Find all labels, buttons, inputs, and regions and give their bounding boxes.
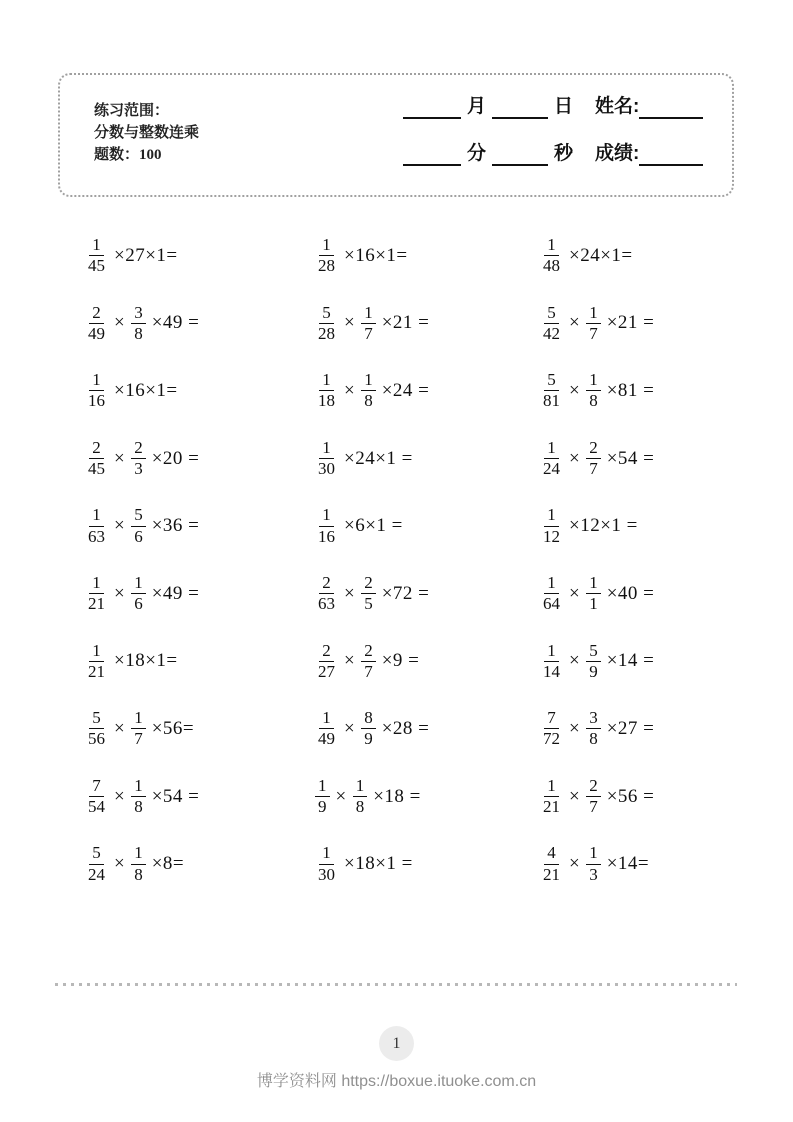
- fraction-denominator: 24: [88, 864, 105, 884]
- fraction-denominator: 30: [318, 459, 335, 479]
- fraction-denominator: 42: [543, 323, 560, 343]
- operation-text: ×81 =: [606, 379, 655, 401]
- fraction: [586, 709, 601, 749]
- fraction-numerator: 1: [89, 642, 104, 662]
- fraction: [361, 709, 376, 749]
- fraction: [315, 777, 330, 817]
- math-problem: [540, 844, 745, 884]
- math-problem: [85, 844, 315, 884]
- fraction: [315, 642, 338, 682]
- operation-text: ×27×1=: [114, 244, 178, 266]
- math-problem: [315, 304, 540, 344]
- operation-text: ×18 =: [373, 785, 421, 807]
- fraction: [540, 304, 563, 344]
- fraction-denominator: 8: [589, 391, 598, 411]
- fraction-numerator: 7: [89, 777, 104, 797]
- fraction-denominator: 63: [318, 594, 335, 614]
- page-number: 1: [392, 1034, 401, 1052]
- operation-text: ×12×1 =: [569, 515, 638, 537]
- operation-text: ×36 =: [151, 515, 200, 537]
- operation-text: ×: [569, 379, 581, 401]
- fraction-denominator: 64: [543, 594, 560, 614]
- operation-text: ×: [569, 312, 581, 334]
- fraction-numerator: 3: [131, 304, 146, 324]
- fraction: [353, 777, 368, 817]
- fraction-numerator: 1: [586, 304, 601, 324]
- fraction-numerator: 1: [89, 371, 104, 391]
- operation-text: ×21 =: [381, 312, 430, 334]
- fraction-denominator: 21: [88, 661, 105, 681]
- fraction: [131, 777, 146, 817]
- math-problem: [85, 642, 315, 682]
- fraction: [540, 236, 563, 276]
- practice-range-label: 练习范围：: [94, 102, 170, 119]
- fraction-denominator: 72: [543, 729, 560, 749]
- math-problem: [315, 506, 540, 546]
- math-problem: [85, 506, 315, 546]
- fraction: [85, 439, 108, 479]
- fraction: [131, 709, 146, 749]
- operation-text: ×21 =: [606, 312, 655, 334]
- fraction: [586, 439, 601, 479]
- operation-text: ×: [569, 853, 581, 875]
- fraction-numerator: 5: [319, 304, 334, 324]
- math-problem: [85, 777, 315, 817]
- math-problem: [540, 506, 745, 546]
- fraction: [586, 642, 601, 682]
- fraction-numerator: 2: [586, 777, 601, 797]
- operation-text: ×: [344, 650, 356, 672]
- fraction-numerator: 1: [544, 236, 559, 256]
- fraction: [586, 777, 601, 817]
- operation-text: ×: [114, 717, 126, 739]
- fraction-denominator: 54: [88, 797, 105, 817]
- score-label: 成绩:: [595, 143, 640, 164]
- fraction-denominator: 14: [543, 661, 560, 681]
- operation-text: ×27 =: [606, 717, 655, 739]
- fraction-numerator: 4: [544, 844, 559, 864]
- header-box: [58, 73, 734, 197]
- fraction-numerator: 1: [131, 709, 146, 729]
- operation-text: ×20 =: [151, 447, 200, 469]
- fraction-denominator: 16: [318, 526, 335, 546]
- site-attribution: 博学资料网 https://boxue.ituoke.com.cn: [256, 1073, 537, 1090]
- operation-text: ×: [569, 650, 581, 672]
- fraction: [361, 574, 376, 614]
- fraction-numerator: 1: [315, 777, 330, 797]
- fraction-denominator: 3: [134, 459, 143, 479]
- fraction-numerator: 2: [361, 574, 376, 594]
- fraction-numerator: 1: [586, 371, 601, 391]
- page-number-badge: [379, 1026, 414, 1061]
- fraction-denominator: 56: [88, 729, 105, 749]
- problem-count: 题数：100: [94, 146, 162, 163]
- fraction-denominator: 18: [318, 391, 335, 411]
- operation-text: ×: [114, 853, 126, 875]
- fraction-denominator: 8: [134, 797, 143, 817]
- operation-text: ×: [344, 717, 356, 739]
- fraction-numerator: 1: [319, 236, 334, 256]
- fraction: [85, 844, 108, 884]
- fraction-numerator: 5: [89, 844, 104, 864]
- fraction-denominator: 63: [88, 526, 105, 546]
- fraction-numerator: 5: [544, 371, 559, 391]
- fraction: [131, 439, 146, 479]
- fraction: [540, 709, 563, 749]
- fraction-numerator: 5: [89, 709, 104, 729]
- fraction-denominator: 30: [318, 864, 335, 884]
- math-problem: [315, 777, 540, 817]
- operation-text: ×6×1 =: [344, 515, 403, 537]
- fraction: [540, 642, 563, 682]
- fraction-denominator: 8: [355, 797, 365, 817]
- fraction: [315, 709, 338, 749]
- fraction: [540, 371, 563, 411]
- fraction: [586, 574, 601, 614]
- fraction-denominator: 28: [318, 323, 335, 343]
- math-problem: [540, 439, 745, 479]
- fraction-denominator: 7: [364, 661, 373, 681]
- fraction-numerator: 2: [319, 642, 334, 662]
- fraction-denominator: 8: [134, 864, 143, 884]
- fraction-numerator: 1: [319, 844, 334, 864]
- fraction-denominator: 21: [543, 797, 560, 817]
- operation-text: ×16×1=: [114, 379, 178, 401]
- operation-text: ×18×1 =: [344, 853, 413, 875]
- fraction-denominator: 9: [364, 729, 373, 749]
- fraction: [315, 439, 338, 479]
- fraction-numerator: 2: [89, 439, 104, 459]
- math-problem: [315, 642, 540, 682]
- fraction: [85, 777, 108, 817]
- math-problem: [540, 236, 745, 276]
- operation-text: ×9 =: [381, 650, 420, 672]
- operation-text: ×14 =: [606, 650, 655, 672]
- math-problem: [315, 371, 540, 411]
- fraction: [540, 439, 563, 479]
- fraction: [85, 574, 108, 614]
- problems-grid: [85, 222, 745, 898]
- math-problem: [315, 574, 540, 614]
- fraction-numerator: 5: [586, 642, 601, 662]
- fraction-denominator: 5: [364, 594, 373, 614]
- fraction: [540, 777, 563, 817]
- fraction-denominator: 7: [589, 797, 598, 817]
- math-problem: [315, 236, 540, 276]
- fraction-denominator: 24: [543, 459, 560, 479]
- fraction-numerator: 3: [586, 709, 601, 729]
- fraction-numerator: 1: [586, 844, 601, 864]
- day-blank-line: [492, 95, 548, 119]
- operation-text: ×: [114, 447, 126, 469]
- fraction-numerator: 1: [544, 439, 559, 459]
- fraction-numerator: 2: [361, 642, 376, 662]
- month-label: 月: [467, 96, 487, 117]
- fraction-numerator: 7: [544, 709, 559, 729]
- fraction-denominator: 9: [318, 797, 327, 817]
- fraction: [85, 642, 108, 682]
- fraction: [361, 642, 376, 682]
- fraction-numerator: 1: [353, 777, 368, 797]
- operation-text: ×: [114, 515, 126, 537]
- fraction: [315, 574, 338, 614]
- operation-text: ×: [114, 582, 126, 604]
- fraction: [361, 304, 376, 344]
- fraction-numerator: 1: [319, 506, 334, 526]
- date-name-row: [403, 91, 715, 119]
- operation-text: ×54 =: [151, 785, 200, 807]
- operation-text: ×: [344, 582, 356, 604]
- operation-text: ×: [569, 582, 581, 604]
- fraction: [315, 506, 338, 546]
- math-problem: [315, 439, 540, 479]
- bottom-dotted-divider: [55, 983, 737, 986]
- fraction: [586, 844, 601, 884]
- operation-text: ×: [114, 312, 126, 334]
- operation-text: ×24×1=: [569, 244, 633, 266]
- operation-text: ×24×1 =: [344, 447, 413, 469]
- fraction: [131, 304, 146, 344]
- fraction: [540, 506, 563, 546]
- fraction: [131, 506, 146, 546]
- math-problem: [540, 709, 745, 749]
- fraction-denominator: 81: [543, 391, 560, 411]
- fraction-numerator: 1: [131, 844, 146, 864]
- fraction-denominator: 16: [88, 391, 105, 411]
- fraction-denominator: 7: [589, 323, 598, 343]
- fraction: [85, 506, 108, 546]
- fraction-numerator: 1: [361, 371, 376, 391]
- fraction: [586, 371, 601, 411]
- time-score-row: [403, 138, 715, 166]
- operation-text: ×72 =: [381, 582, 430, 604]
- fraction-denominator: 3: [589, 864, 598, 884]
- fraction-denominator: 48: [543, 256, 560, 276]
- fraction: [361, 371, 376, 411]
- fraction: [540, 574, 563, 614]
- fraction-numerator: 1: [319, 439, 334, 459]
- second-label: 秒: [554, 143, 574, 164]
- fraction-denominator: 8: [589, 729, 598, 749]
- fraction: [131, 574, 146, 614]
- math-problem: [315, 844, 540, 884]
- fraction: [131, 844, 146, 884]
- fraction: [315, 304, 338, 344]
- fraction-denominator: 6: [134, 526, 143, 546]
- math-problem: [540, 642, 745, 682]
- fraction: [586, 304, 601, 344]
- name-label: 姓名:: [595, 96, 640, 117]
- fraction-denominator: 21: [88, 594, 105, 614]
- fraction-numerator: 1: [544, 777, 559, 797]
- fraction-numerator: 2: [586, 439, 601, 459]
- fraction-numerator: 1: [89, 574, 104, 594]
- fraction-numerator: 2: [89, 304, 104, 324]
- fraction-denominator: 49: [88, 323, 105, 343]
- fraction-denominator: 45: [88, 459, 105, 479]
- fraction-denominator: 45: [88, 256, 105, 276]
- fraction: [315, 371, 338, 411]
- operation-text: ×49 =: [151, 582, 200, 604]
- fraction-denominator: 21: [543, 864, 560, 884]
- fill-in-fields: [403, 91, 715, 185]
- minute-label: 分: [467, 143, 487, 164]
- operation-text: ×: [344, 379, 356, 401]
- operation-text: ×40 =: [606, 582, 655, 604]
- fraction-numerator: 8: [361, 709, 376, 729]
- name-blank-line: [639, 95, 703, 119]
- practice-info: [94, 100, 199, 166]
- fraction: [85, 709, 108, 749]
- operation-text: ×24 =: [381, 379, 430, 401]
- math-problem: [85, 709, 315, 749]
- operation-text: ×56 =: [606, 785, 655, 807]
- fraction-numerator: 1: [89, 506, 104, 526]
- fraction-denominator: 28: [318, 256, 335, 276]
- operation-text: ×49 =: [151, 312, 200, 334]
- fraction: [85, 304, 108, 344]
- fraction-denominator: 9: [589, 661, 598, 681]
- fraction-numerator: 1: [319, 709, 334, 729]
- fraction-numerator: 1: [544, 574, 559, 594]
- math-problem: [540, 777, 745, 817]
- math-problem: [85, 236, 315, 276]
- fraction: [315, 844, 338, 884]
- fraction-numerator: 1: [586, 574, 601, 594]
- fraction: [315, 236, 338, 276]
- fraction-denominator: 8: [364, 391, 373, 411]
- fraction-numerator: 2: [319, 574, 334, 594]
- fraction-numerator: 5: [131, 506, 146, 526]
- operation-text: ×: [569, 785, 581, 807]
- fraction: [85, 236, 108, 276]
- operation-text: ×: [569, 447, 581, 469]
- math-problem: [540, 574, 745, 614]
- math-problem: [540, 371, 745, 411]
- fraction: [540, 844, 563, 884]
- operation-text: ×: [569, 717, 581, 739]
- operation-text: ×54 =: [606, 447, 655, 469]
- math-problem: [85, 574, 315, 614]
- fraction-numerator: 2: [131, 439, 146, 459]
- math-problem: [85, 304, 315, 344]
- fraction-denominator: 1: [589, 594, 598, 614]
- fraction-denominator: 12: [543, 526, 560, 546]
- operation-text: ×8=: [151, 853, 185, 875]
- operation-text: ×18×1=: [114, 650, 178, 672]
- operation-text: ×56=: [151, 717, 195, 739]
- operation-text: ×16×1=: [344, 244, 408, 266]
- fraction-denominator: 8: [134, 323, 143, 343]
- math-problem: [85, 371, 315, 411]
- fraction-numerator: 1: [89, 236, 104, 256]
- fraction-numerator: 1: [544, 506, 559, 526]
- fraction-denominator: 7: [364, 323, 373, 343]
- second-blank-line: [492, 142, 548, 166]
- fraction-numerator: 5: [544, 304, 559, 324]
- fraction-denominator: 27: [318, 661, 335, 681]
- minute-blank-line: [403, 142, 461, 166]
- fraction-denominator: 6: [134, 594, 143, 614]
- operation-text: ×14=: [606, 853, 650, 875]
- operation-text: ×: [344, 312, 356, 334]
- fraction-denominator: 7: [589, 459, 598, 479]
- fraction: [85, 371, 108, 411]
- score-blank-line: [639, 142, 703, 166]
- day-label: 日: [554, 96, 574, 117]
- operation-text: ×: [335, 785, 347, 807]
- fraction-numerator: 1: [131, 777, 146, 797]
- fraction-numerator: 1: [131, 574, 146, 594]
- operation-text: ×28 =: [381, 717, 430, 739]
- fraction-denominator: 7: [134, 729, 143, 749]
- fraction-numerator: 1: [544, 642, 559, 662]
- math-problem: [85, 439, 315, 479]
- operation-text: ×: [114, 785, 126, 807]
- month-blank-line: [403, 95, 461, 119]
- math-problem: [315, 709, 540, 749]
- practice-range-value: 分数与整数连乘: [94, 124, 200, 141]
- fraction-numerator: 1: [319, 371, 334, 391]
- math-problem: [540, 304, 745, 344]
- fraction-denominator: 49: [318, 729, 335, 749]
- fraction-numerator: 1: [361, 304, 376, 324]
